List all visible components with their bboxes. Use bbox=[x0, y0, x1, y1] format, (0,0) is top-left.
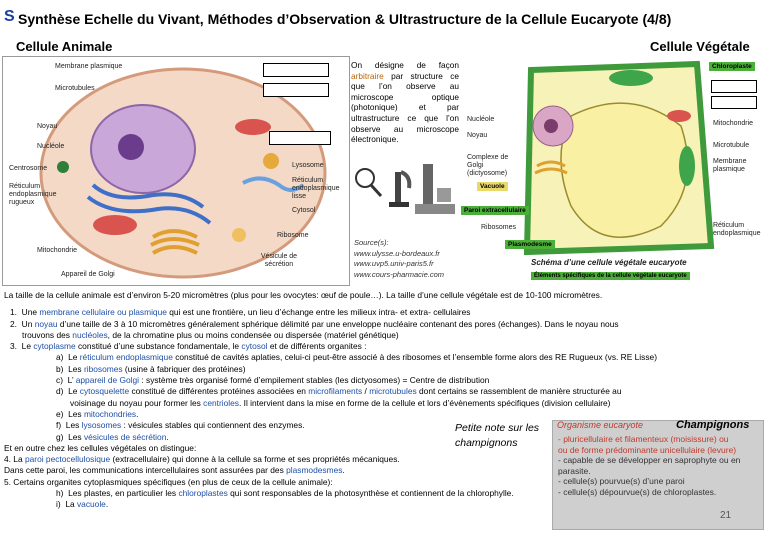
blank-answer-box bbox=[269, 131, 331, 145]
definition-arbitraire: arbitraire bbox=[351, 70, 384, 81]
item-f: f) Les lysosomes : vésicules stables qui contiennent des enzymes. bbox=[56, 420, 305, 431]
centrosome-shape bbox=[57, 161, 69, 173]
item-noyau-cont: trouvons des nucléoles, de la chromatine plus ou moins condensée ou dispersée (matériel génétique) bbox=[22, 329, 399, 340]
mitochondrion-shape bbox=[93, 215, 137, 235]
source-link: www.uvp5.univ-paris5.fr bbox=[354, 259, 434, 268]
note-line-1: Petite note sur les bbox=[455, 422, 540, 434]
nucleolus-shape bbox=[118, 134, 144, 160]
label-cytosol: Cytosol bbox=[292, 207, 316, 214]
label-appareil-golgi: Appareil de Golgi bbox=[61, 271, 115, 278]
label-golgi-vegetale: Complexe de Golgi (dictyosome) bbox=[467, 154, 509, 177]
label-noyau-vegetale: Noyau bbox=[467, 132, 488, 139]
note-line-2: champignons bbox=[455, 437, 518, 449]
label-lysosome: Lysosome bbox=[292, 162, 324, 169]
label-plasmodesme: Plasmodesme bbox=[505, 240, 555, 249]
lysosome-shape bbox=[263, 153, 279, 169]
item-paroi: 4. La paroi pectocellulosique (extracellulaire) qui donne à la cellule sa forme et ses propriétés mécaniques. bbox=[4, 454, 400, 465]
item-d: d) Le cytosquelette constitué de différentes protéines associées en microfilaments / microtubules dont certains se rassemblent de manière structurée au bbox=[56, 386, 622, 397]
champignons-line: parasite. bbox=[558, 465, 591, 476]
blank-answer-box bbox=[711, 96, 757, 109]
item-cytoplasme: 3. Le cytoplasme constitué d’une substance fondamentale, le cytosol et de différents organites : bbox=[10, 341, 367, 352]
microscope-illustrations bbox=[351, 158, 459, 220]
item-g: g) Les vésicules de sécrétion. bbox=[56, 431, 169, 442]
source-link: www.cours-pharmacie.com bbox=[354, 269, 445, 279]
champignons-list bbox=[558, 434, 758, 497]
champignons-line: - capable de se développer en saprophyte ou en bbox=[558, 455, 741, 465]
label-microtubules: Microtubules bbox=[55, 85, 95, 92]
definition-part-1: On désigne de façon bbox=[351, 60, 459, 70]
mitochondrion-shape bbox=[667, 110, 691, 122]
label-membrane-plasmique: Membrane plasmique bbox=[55, 63, 123, 70]
item-i: i) La vacuole. bbox=[56, 499, 109, 510]
champignons-box-title: Organisme eucaryote bbox=[557, 420, 644, 430]
label-ribosome: Ribosome bbox=[277, 232, 309, 239]
label-vesicule-secretion: Vésicule de sécrétion bbox=[260, 253, 298, 268]
label-mitochondrie: Mitochondrie bbox=[37, 247, 78, 254]
label-centrosome: Centrosome bbox=[9, 165, 48, 172]
blank-answer-box bbox=[711, 80, 757, 93]
vegetal-intro: Et en outre chez les cellules végétales on distingue: bbox=[4, 442, 197, 453]
microscopes-image bbox=[351, 158, 459, 220]
item-b: b) Les ribosomes (usine à fabriquer des protéines) bbox=[56, 363, 246, 374]
sources-block bbox=[354, 238, 464, 280]
label-membrane-vegetale: Membrane plasmique bbox=[713, 158, 747, 173]
vacuole-shape bbox=[561, 103, 688, 237]
label-nucleole: Nucléole bbox=[37, 143, 65, 150]
label-chloroplaste: Chloroplaste bbox=[709, 62, 755, 71]
title-letter: S bbox=[4, 8, 15, 25]
nucleolus-shape bbox=[544, 119, 558, 133]
item-d-cont: voisinage du noyau pour former les centrioles. Il intervient dans la mise en forme de la cellule et lors d’évènements spécifiques (division cellulaire) bbox=[70, 397, 611, 408]
label-mitochondrie-vegetale: Mitochondrie bbox=[713, 120, 754, 127]
item-h: h) Les plastes, en particulier les chloroplastes qui sont responsables de la photosynthèse et contiennent de la chlorophylle. bbox=[56, 488, 514, 499]
definition-part-2: par structure ce que l’on observe au microscope optique (photonique) et par ultrastructure ce que l’on observe au microscope électronique. bbox=[351, 70, 459, 145]
label-microtubule: Microtubule bbox=[713, 142, 750, 149]
item-a: a) Le réticulum endoplasmique constitué de cavités aplaties, celui-ci peut-être associé à des ribosomes et l’ensemble forme alors des RE Rugueux (vs. RE Lisse) bbox=[56, 352, 657, 363]
item-plasmodesmes: Dans cette paroi, les communications intercellulaires sont assurées par des plasmodesmes. bbox=[4, 465, 345, 476]
size-intro: La taille de la cellule animale est d’environ 5-20 micromètres (plus pour les ovocytes: œuf de poule…). La taille d’une cellule végétale est de 10-100 micromètres. bbox=[4, 290, 603, 300]
champignons-line: ou de forme prédominante unicellulaire (levure) bbox=[558, 444, 737, 455]
sources-label: Source(s): bbox=[354, 238, 389, 247]
champignons-line: - cellule(s) dépourvue(s) de chloroplastes. bbox=[558, 486, 717, 497]
mushroom-note bbox=[455, 421, 539, 451]
page-number: 21 bbox=[720, 510, 732, 521]
label-reticulum-rugueux: Réticulum endoplasmique rugueux bbox=[9, 183, 57, 206]
electron-microscope-icon bbox=[423, 164, 433, 204]
item-c: c) L’ appareil de Golgi : système très organisé formé d’empilement stables (les dictyosomes) = Centre de distribution bbox=[56, 375, 490, 386]
item-membrane: 1. Une membrane cellulaire ou plasmique qui est une frontière, un lieu d’échange entre les milieux intra- et extra- cellulaires bbox=[10, 307, 471, 318]
blank-answer-box bbox=[263, 63, 329, 77]
label-ribosomes: Ribosomes bbox=[481, 224, 517, 231]
label-vacuole: Vacuole bbox=[477, 182, 508, 191]
mitochondrion-shape-2 bbox=[235, 119, 271, 135]
magnifier-icon bbox=[356, 169, 374, 187]
source-link: www.ulysse.u-bordeaux.fr bbox=[354, 248, 440, 258]
champignons-heading: Champignons bbox=[676, 419, 750, 431]
structure-definition-text bbox=[351, 60, 459, 145]
animal-cell-figure bbox=[2, 56, 350, 286]
subheading-plant-cell: Cellule Végétale bbox=[650, 39, 750, 54]
label-noyau: Noyau bbox=[37, 123, 58, 130]
chloroplast-shape-2 bbox=[679, 146, 695, 186]
page-title: Synthèse Echelle du Vivant, Méthodes d’Observation & Ultrastructure de la Cellule Eucaryote (4/8) bbox=[18, 11, 672, 27]
plant-schema-title: Schéma d’une cellule végétale eucaryote bbox=[531, 258, 687, 267]
champignons-line: - pluricellulaire et filamenteux (moisissure) ou bbox=[558, 434, 729, 444]
chloroplast-shape bbox=[609, 70, 653, 86]
label-paroi: Paroi extracellulaire bbox=[461, 206, 529, 215]
vesicle-shape bbox=[232, 228, 246, 242]
blank-answer-box bbox=[263, 83, 329, 97]
item-organites-specifiques: 5. Certains organites cytoplasmiques spécifiques (en plus de ceux de la cellule animale): bbox=[4, 476, 333, 487]
item-e: e) Les mitochondries. bbox=[56, 408, 139, 419]
optical-microscope-icon bbox=[395, 172, 401, 202]
plant-cell-figure bbox=[461, 56, 779, 284]
subheading-animal-cell: Cellule Animale bbox=[16, 39, 113, 54]
plant-specific-legend: Éléments spécifiques de la cellule végétale eucaryote bbox=[531, 272, 690, 280]
item-noyau: 2. Un noyau d’une taille de 3 à 10 micromètres généralement sphérique délimité par une enveloppe nucléaire contenant des pores (échanges). Dans le noyau nous bbox=[10, 318, 619, 329]
champignons-line: - cellule(s) pourvue(s) d’une paroi bbox=[558, 476, 685, 486]
label-nucleole-vegetale: Nucléole bbox=[467, 116, 495, 123]
label-reticulum-lisse: Réticulum endoplasmique lisse bbox=[292, 177, 340, 200]
label-reticulum-vegetale: Réticulum endoplasmique bbox=[713, 222, 761, 237]
